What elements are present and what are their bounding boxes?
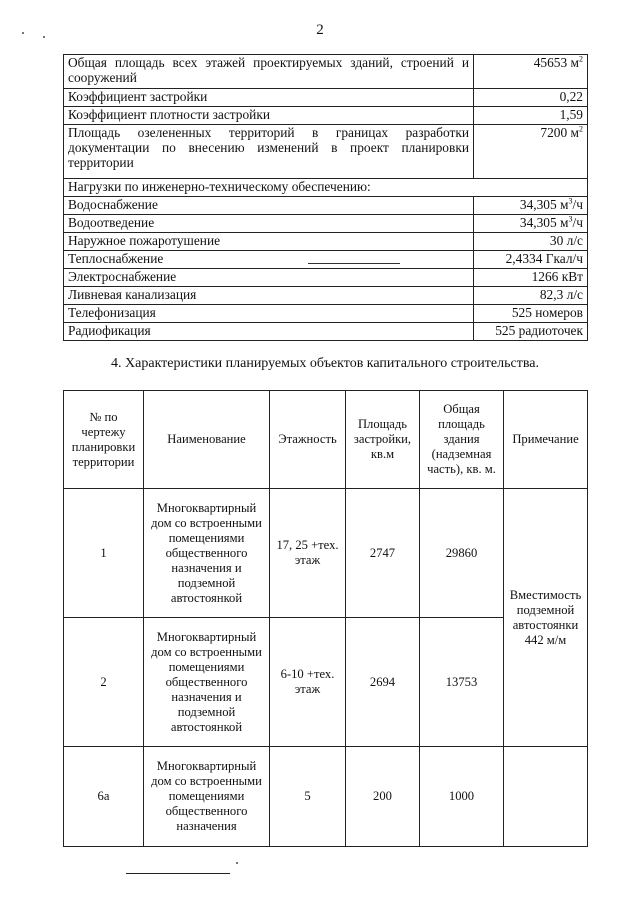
col-header-area: Площадь застройки, кв.м xyxy=(346,391,420,489)
summary-label: Площадь озелененных территорий в границах разработки документации по внесению изменений в проект планировки территории xyxy=(64,125,474,179)
load-value: 525 номеров xyxy=(474,305,588,323)
summary-label: Коэффициент плотности застройки xyxy=(64,107,474,125)
pen-stroke xyxy=(308,263,400,264)
load-value: 30 л/с xyxy=(474,233,588,251)
object-name: Многоквартирный дом со встроенными помещениями общественного назначения и подземной автостоянкой xyxy=(144,489,270,618)
footnote-line xyxy=(126,873,230,874)
object-total: 1000 xyxy=(420,747,504,847)
table-row xyxy=(64,55,588,89)
objects-table xyxy=(63,390,588,847)
object-num: 2 xyxy=(64,618,144,747)
object-note: Вместимость подземной автостоянки 442 м/м xyxy=(504,489,588,747)
summary-value: 1,59 xyxy=(474,107,588,125)
object-area: 2694 xyxy=(346,618,420,747)
table-row xyxy=(64,287,588,305)
table-row xyxy=(64,251,588,269)
load-value: 1266 кВт xyxy=(474,269,588,287)
object-num: 1 xyxy=(64,489,144,618)
summary-value: 7200 $м^2$ xyxy=(474,125,588,179)
load-label: Водоотведение xyxy=(64,215,474,233)
load-label: Телефонизация xyxy=(64,305,474,323)
load-value: 525 радиоточек xyxy=(474,323,588,341)
col-header-total: Общая площадь здания (надземная часть), кв. м. xyxy=(420,391,504,489)
page-number: 2 xyxy=(316,22,324,38)
object-floors: 5 xyxy=(270,747,346,847)
summary-value: 45653 $м^2$ xyxy=(474,55,588,89)
object-name: Многоквартирный дом со встроенными помещениями общественного назначения и подземной автостоянкой xyxy=(144,618,270,747)
table-row xyxy=(64,89,588,107)
load-label: Водоснабжение xyxy=(64,197,474,215)
object-name: Многоквартирный дом со встроенными помещениями общественного назначения xyxy=(144,747,270,847)
summary-value: 0,22 xyxy=(474,89,588,107)
load-value: 82,3 л/с xyxy=(474,287,588,305)
col-header-name: Наименование xyxy=(144,391,270,489)
object-total: 29860 xyxy=(420,489,504,618)
summary-label: Коэффициент застройки xyxy=(64,89,474,107)
table-row xyxy=(64,215,588,233)
summary-table xyxy=(63,54,588,341)
table-row xyxy=(64,269,588,287)
object-num: 6а xyxy=(64,747,144,847)
object-total: 13753 xyxy=(420,618,504,747)
table-row xyxy=(64,305,588,323)
load-value: 34,305 $м^3/ч$ xyxy=(474,197,588,215)
table-row xyxy=(64,747,588,847)
load-value: 2,4334 Гкал/ч xyxy=(474,251,588,269)
col-header-note: Примечание xyxy=(504,391,588,489)
load-label: Ливневая канализация xyxy=(64,287,474,305)
load-label: Радиофикация xyxy=(64,323,474,341)
col-header-num: № по чертежу планировки территории xyxy=(64,391,144,489)
table-row xyxy=(64,197,588,215)
table-row xyxy=(64,107,588,125)
section-title: 4. Характеристики планируемых объектов капитального строительства. xyxy=(111,356,539,371)
object-area: 200 xyxy=(346,747,420,847)
scan-speck xyxy=(236,862,238,864)
table-row xyxy=(64,489,588,618)
object-note-empty xyxy=(504,747,588,847)
table-row xyxy=(64,323,588,341)
load-label: Теплоснабжение xyxy=(64,251,474,269)
load-label: Электроснабжение xyxy=(64,269,474,287)
object-floors: 6-10 +тех. этаж xyxy=(270,618,346,747)
table-row xyxy=(64,179,588,197)
table-header-row xyxy=(64,391,588,489)
loads-header: Нагрузки по инженерно-техническому обеспечению: xyxy=(64,179,588,197)
load-value: 34,305 $м^3/ч$ xyxy=(474,215,588,233)
object-floors: 17, 25 +тех. этаж xyxy=(270,489,346,618)
object-area: 2747 xyxy=(346,489,420,618)
col-header-floors: Этажность xyxy=(270,391,346,489)
table-row xyxy=(64,233,588,251)
summary-label: Общая площадь всех этажей проектируемых зданий, строений и сооружений xyxy=(64,55,474,89)
table-row xyxy=(64,125,588,179)
load-label: Наружное пожаротушение xyxy=(64,233,474,251)
